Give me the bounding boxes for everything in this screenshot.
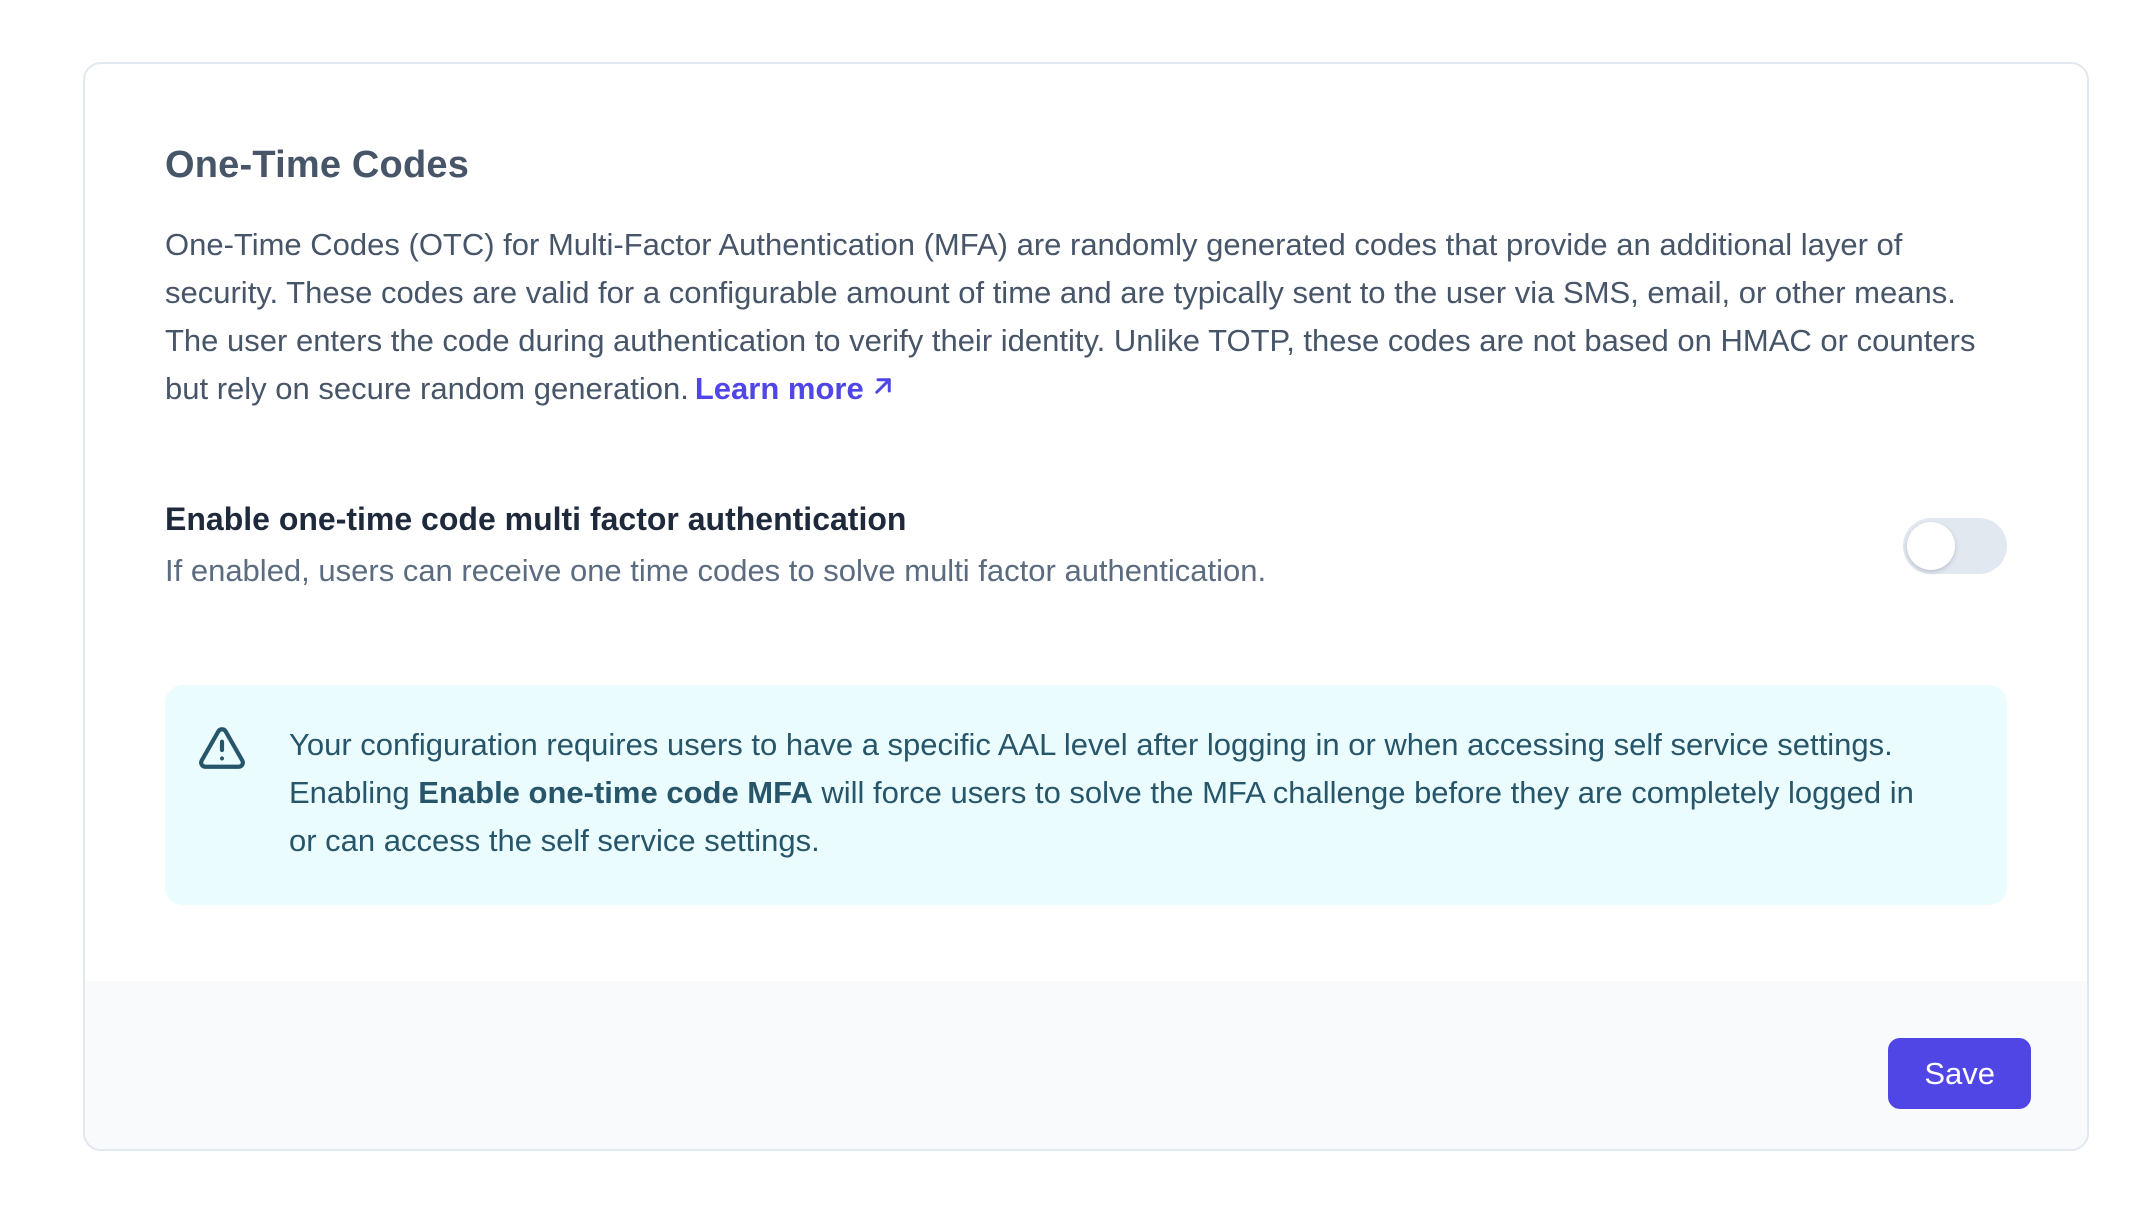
otc-toggle-switch[interactable] [1903, 518, 2007, 574]
learn-more-label: Learn more [694, 371, 864, 406]
otc-setting-description: If enabled, users can receive one time codes to solve multi factor authentication. [165, 553, 1267, 588]
toggle-knob [1907, 522, 1955, 570]
warning-text-before: Your configuration requires users to have a specific AAL level after logging in or when accessing self service settings. Enabling [289, 727, 1893, 810]
page-description [165, 221, 2007, 415]
one-time-codes-card [83, 62, 2089, 1151]
otc-setting-texts [165, 497, 1266, 595]
warning-text-bold: Enable one-time code MFA [418, 775, 813, 810]
otc-setting-label: Enable one-time code multi factor authentication [165, 501, 907, 537]
save-button[interactable]: Save [1888, 1038, 2031, 1109]
warning-text-after: will force users to solve the MFA challenge before they are completely logged in or can access the self service settings. [289, 775, 1914, 858]
card-footer [85, 981, 2087, 1151]
arrow-up-right-icon [868, 367, 898, 415]
otc-setting-row [165, 497, 2007, 595]
alert-triangle-icon [197, 721, 247, 778]
aal-warning-box [165, 685, 2007, 905]
learn-more-link[interactable] [695, 371, 898, 406]
aal-warning-text [289, 721, 1949, 865]
page-description-text: One-Time Codes (OTC) for Multi-Factor Authentication (MFA) are randomly generated codes that provide an additional layer of security. These codes are valid for a configurable amount of time and are typically sent to the user via SMS, email, or other means. The user enters the code during authentication to verify their identity. Unlike TOTP, these codes are not based on HMAC or counters but rely on secure random generation. [165, 227, 1976, 406]
card-content [85, 64, 2087, 981]
page-title: One-Time Codes [165, 144, 470, 186]
